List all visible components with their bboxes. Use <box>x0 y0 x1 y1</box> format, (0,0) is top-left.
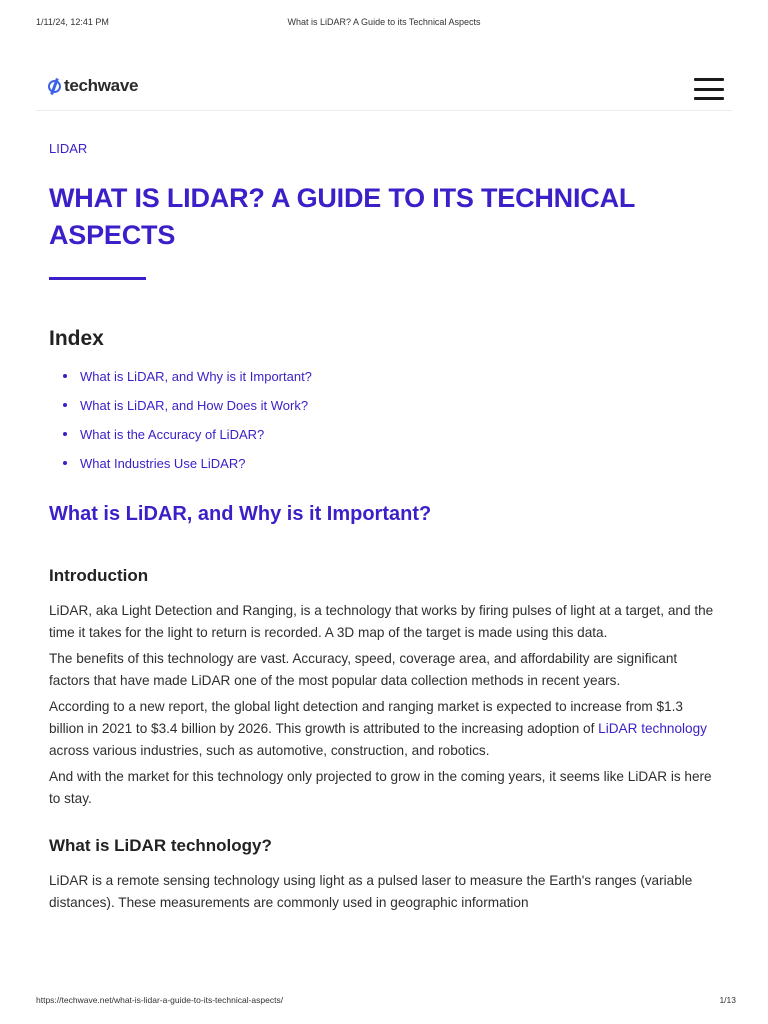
print-url: https://techwave.net/what-is-lidar-a-guide-to-its-technical-aspects/ <box>36 995 284 1005</box>
print-datetime: 1/11/24, 12:41 PM <box>36 17 109 27</box>
paragraph-3-text-end: across various industries, such as automotive, construction, and robotics. <box>49 743 490 758</box>
section-heading: What is LiDAR, and Why is it Important? <box>49 503 432 525</box>
print-page-title: What is LiDAR? A Guide to its Technical Aspects <box>287 17 481 27</box>
techwave-logo-icon <box>48 80 61 93</box>
index-item <box>63 368 719 397</box>
index-item <box>63 455 719 484</box>
index-list <box>63 368 719 484</box>
title-underline <box>49 277 146 280</box>
category-link[interactable]: LIDAR <box>49 141 88 156</box>
site-logo[interactable] <box>48 76 138 96</box>
print-footer <box>0 995 768 1009</box>
index-link-accuracy[interactable]: What is the Accuracy of LiDAR? <box>80 427 265 442</box>
paragraph-5: LiDAR is a remote sensing technology using light as a pulsed laser to measure the Earth's ranges (variable distances). These measurements are commonly used in geographic information <box>49 873 693 910</box>
paragraph-2: The benefits of this technology are vast. Accuracy, speed, coverage area, and affordability are significant factors that have made LiDAR one of the most popular data collection methods in recent years. <box>49 651 678 688</box>
lidar-technology-heading: What is LiDAR technology? <box>49 836 272 855</box>
menu-bar <box>694 88 724 91</box>
paragraph-4: And with the market for this technology only projected to grow in the coming years, it seems like LiDAR is here to stay. <box>49 769 712 806</box>
article-title: WHAT IS LIDAR? A GUIDE TO ITS TECHNICAL ASPECTS <box>49 183 635 250</box>
print-page-number: 1/13 <box>719 995 736 1005</box>
index-link-industries[interactable]: What Industries Use LiDAR? <box>80 456 246 471</box>
menu-bar <box>694 97 724 100</box>
index-item <box>63 426 719 455</box>
introduction-heading: Introduction <box>49 566 149 585</box>
site-header <box>36 70 732 111</box>
index-item <box>63 397 719 426</box>
lidar-technology-link[interactable]: LiDAR technology <box>598 721 707 736</box>
print-header <box>0 17 768 31</box>
article <box>49 140 719 914</box>
paragraph-3 <box>49 696 719 762</box>
logo-text: techwave <box>64 76 139 95</box>
index-link-importance[interactable]: What is LiDAR, and Why is it Important? <box>80 369 312 384</box>
index-heading: Index <box>49 327 104 350</box>
paragraph-1: LiDAR, aka Light Detection and Ranging, is a technology that works by firing pulses of light at a target, and the time it takes for the light to return is recorded. A 3D map of the target is made using this data. <box>49 603 714 640</box>
hamburger-menu-icon[interactable] <box>694 78 724 100</box>
paragraph-3-text-start: According to a new report, the global light detection and ranging market is expected to increase from $1.3 billion in 2021 to $3.4 billion by 2026. This growth is attributed to the increasing adoption of <box>49 699 683 736</box>
index-link-how-it-works[interactable]: What is LiDAR, and How Does it Work? <box>80 398 309 413</box>
menu-bar <box>694 78 724 81</box>
